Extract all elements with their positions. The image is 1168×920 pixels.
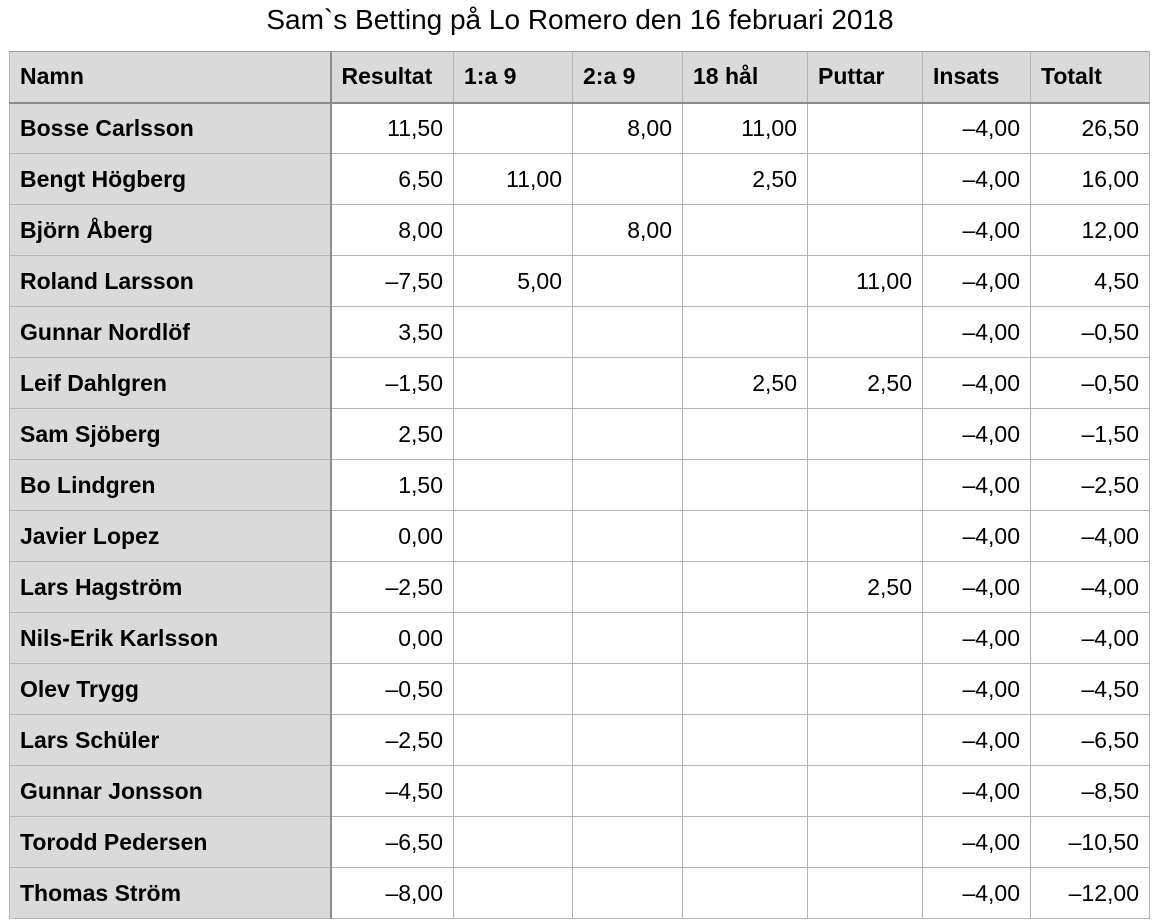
- puttar-cell: 2,50: [808, 358, 923, 409]
- table-row: [10, 460, 1150, 511]
- insats-cell: –4,00: [923, 358, 1031, 409]
- resultat-cell: –1,50: [331, 358, 454, 409]
- table-row: [10, 256, 1150, 307]
- puttar-cell: [808, 817, 923, 868]
- resultat-cell: –7,50: [331, 256, 454, 307]
- table-row: [10, 868, 1150, 919]
- 18-hal-cell: 11,00: [683, 103, 808, 154]
- 18-hal-cell: [683, 664, 808, 715]
- puttar-cell: 11,00: [808, 256, 923, 307]
- puttar-cell: [808, 205, 923, 256]
- table-row: [10, 715, 1150, 766]
- header-row: [10, 52, 1150, 103]
- insats-cell: –4,00: [923, 205, 1031, 256]
- resultat-cell: 0,00: [331, 511, 454, 562]
- column-header-totalt: Totalt: [1031, 52, 1150, 103]
- name-cell: Bengt Högberg: [10, 154, 331, 205]
- insats-cell: –4,00: [923, 511, 1031, 562]
- resultat-cell: –4,50: [331, 766, 454, 817]
- totalt-cell: –0,50: [1031, 358, 1150, 409]
- totalt-cell: –10,50: [1031, 817, 1150, 868]
- 18-hal-cell: 2,50: [683, 154, 808, 205]
- totalt-cell: –2,50: [1031, 460, 1150, 511]
- first-nine-cell: [454, 205, 573, 256]
- totalt-cell: 12,00: [1031, 205, 1150, 256]
- table-row: [10, 103, 1150, 154]
- totalt-cell: –8,50: [1031, 766, 1150, 817]
- puttar-cell: [808, 103, 923, 154]
- puttar-cell: [808, 460, 923, 511]
- totalt-cell: 26,50: [1031, 103, 1150, 154]
- second-nine-cell: [573, 562, 683, 613]
- table-row: [10, 562, 1150, 613]
- table-row: [10, 664, 1150, 715]
- insats-cell: –4,00: [923, 103, 1031, 154]
- puttar-cell: [808, 409, 923, 460]
- first-nine-cell: [454, 460, 573, 511]
- resultat-cell: –6,50: [331, 817, 454, 868]
- first-nine-cell: [454, 664, 573, 715]
- 18-hal-cell: [683, 613, 808, 664]
- puttar-cell: [808, 664, 923, 715]
- second-nine-cell: [573, 256, 683, 307]
- first-nine-cell: [454, 817, 573, 868]
- name-cell: Javier Lopez: [10, 511, 331, 562]
- name-cell: Gunnar Jonsson: [10, 766, 331, 817]
- resultat-cell: 0,00: [331, 613, 454, 664]
- insats-cell: –4,00: [923, 766, 1031, 817]
- puttar-cell: [808, 715, 923, 766]
- name-cell: Leif Dahlgren: [10, 358, 331, 409]
- second-nine-cell: [573, 307, 683, 358]
- 18-hal-cell: [683, 766, 808, 817]
- totalt-cell: –12,00: [1031, 868, 1150, 919]
- 18-hal-cell: [683, 409, 808, 460]
- first-nine-cell: [454, 613, 573, 664]
- name-cell: Bo Lindgren: [10, 460, 331, 511]
- totalt-cell: 16,00: [1031, 154, 1150, 205]
- resultat-cell: –8,00: [331, 868, 454, 919]
- resultat-cell: 1,50: [331, 460, 454, 511]
- column-header-first-nine: 1:a 9: [454, 52, 573, 103]
- totalt-cell: –4,50: [1031, 664, 1150, 715]
- resultat-cell: 2,50: [331, 409, 454, 460]
- 18-hal-cell: [683, 511, 808, 562]
- insats-cell: –4,00: [923, 664, 1031, 715]
- insats-cell: –4,00: [923, 307, 1031, 358]
- 18-hal-cell: 2,50: [683, 358, 808, 409]
- first-nine-cell: [454, 409, 573, 460]
- first-nine-cell: [454, 103, 573, 154]
- 18-hal-cell: [683, 715, 808, 766]
- totalt-cell: –4,00: [1031, 511, 1150, 562]
- first-nine-cell: [454, 868, 573, 919]
- 18-hal-cell: [683, 256, 808, 307]
- puttar-cell: [808, 511, 923, 562]
- first-nine-cell: [454, 562, 573, 613]
- name-cell: Torodd Pedersen: [10, 817, 331, 868]
- first-nine-cell: [454, 511, 573, 562]
- table-row: [10, 307, 1150, 358]
- column-header-resultat: Resultat: [331, 52, 454, 103]
- table-row: [10, 205, 1150, 256]
- second-nine-cell: [573, 460, 683, 511]
- name-cell: Bosse Carlsson: [10, 103, 331, 154]
- resultat-cell: 6,50: [331, 154, 454, 205]
- page-title: Sam`s Betting på Lo Romero den 16 februari 2018: [266, 4, 894, 35]
- betting-table: [9, 51, 1150, 919]
- totalt-cell: –1,50: [1031, 409, 1150, 460]
- 18-hal-cell: [683, 460, 808, 511]
- table-row: [10, 409, 1150, 460]
- first-nine-cell: [454, 715, 573, 766]
- resultat-cell: –2,50: [331, 715, 454, 766]
- table-row: [10, 613, 1150, 664]
- totalt-cell: –4,00: [1031, 613, 1150, 664]
- column-header-18-hal: 18 hål: [683, 52, 808, 103]
- first-nine-cell: [454, 358, 573, 409]
- totalt-cell: –6,50: [1031, 715, 1150, 766]
- resultat-cell: –2,50: [331, 562, 454, 613]
- column-header-insats: Insats: [923, 52, 1031, 103]
- table-row: [10, 817, 1150, 868]
- insats-cell: –4,00: [923, 409, 1031, 460]
- 18-hal-cell: [683, 868, 808, 919]
- second-nine-cell: 8,00: [573, 205, 683, 256]
- second-nine-cell: [573, 766, 683, 817]
- name-cell: Gunnar Nordlöf: [10, 307, 331, 358]
- totalt-cell: –0,50: [1031, 307, 1150, 358]
- puttar-cell: [808, 307, 923, 358]
- first-nine-cell: [454, 766, 573, 817]
- table-row: [10, 358, 1150, 409]
- second-nine-cell: [573, 664, 683, 715]
- first-nine-cell: 11,00: [454, 154, 573, 205]
- resultat-cell: 3,50: [331, 307, 454, 358]
- totalt-cell: 4,50: [1031, 256, 1150, 307]
- table-row: [10, 154, 1150, 205]
- insats-cell: –4,00: [923, 460, 1031, 511]
- totalt-cell: –4,00: [1031, 562, 1150, 613]
- column-header-second-nine: 2:a 9: [573, 52, 683, 103]
- column-header-puttar: Puttar: [808, 52, 923, 103]
- 18-hal-cell: [683, 817, 808, 868]
- puttar-cell: [808, 613, 923, 664]
- second-nine-cell: [573, 613, 683, 664]
- column-header-namn: Namn: [10, 52, 331, 103]
- name-cell: Lars Schüler: [10, 715, 331, 766]
- insats-cell: –4,00: [923, 613, 1031, 664]
- insats-cell: –4,00: [923, 154, 1031, 205]
- second-nine-cell: [573, 715, 683, 766]
- insats-cell: –4,00: [923, 256, 1031, 307]
- puttar-cell: 2,50: [808, 562, 923, 613]
- first-nine-cell: [454, 307, 573, 358]
- 18-hal-cell: [683, 307, 808, 358]
- table-row: [10, 511, 1150, 562]
- table-row: [10, 766, 1150, 817]
- name-cell: Thomas Ström: [10, 868, 331, 919]
- puttar-cell: [808, 154, 923, 205]
- second-nine-cell: [573, 817, 683, 868]
- first-nine-cell: 5,00: [454, 256, 573, 307]
- second-nine-cell: [573, 358, 683, 409]
- puttar-cell: [808, 868, 923, 919]
- second-nine-cell: [573, 409, 683, 460]
- insats-cell: –4,00: [923, 817, 1031, 868]
- name-cell: Lars Hagström: [10, 562, 331, 613]
- resultat-cell: 11,50: [331, 103, 454, 154]
- name-cell: Sam Sjöberg: [10, 409, 331, 460]
- name-cell: Nils-Erik Karlsson: [10, 613, 331, 664]
- second-nine-cell: [573, 868, 683, 919]
- insats-cell: –4,00: [923, 715, 1031, 766]
- name-cell: Björn Åberg: [10, 205, 331, 256]
- puttar-cell: [808, 766, 923, 817]
- second-nine-cell: [573, 511, 683, 562]
- resultat-cell: –0,50: [331, 664, 454, 715]
- resultat-cell: 8,00: [331, 205, 454, 256]
- insats-cell: –4,00: [923, 868, 1031, 919]
- second-nine-cell: [573, 154, 683, 205]
- 18-hal-cell: [683, 205, 808, 256]
- 18-hal-cell: [683, 562, 808, 613]
- insats-cell: –4,00: [923, 562, 1031, 613]
- name-cell: Roland Larsson: [10, 256, 331, 307]
- second-nine-cell: 8,00: [573, 103, 683, 154]
- name-cell: Olev Trygg: [10, 664, 331, 715]
